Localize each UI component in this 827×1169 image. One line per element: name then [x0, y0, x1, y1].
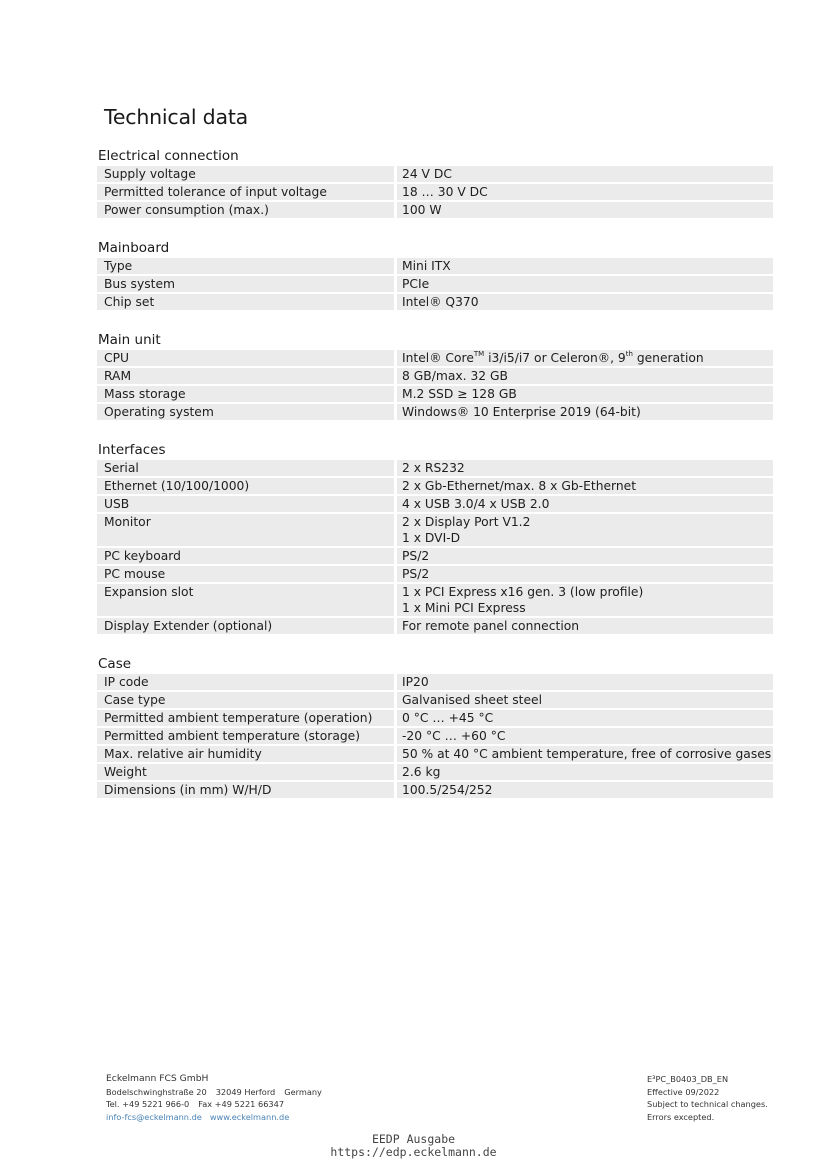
spec-label: Chip set	[97, 294, 394, 310]
spec-value-line: 2.6 kg	[402, 765, 441, 779]
spec-label: Monitor	[97, 514, 394, 546]
spec-row	[97, 746, 773, 762]
spec-value	[394, 166, 773, 182]
spec-value-line: For remote panel connection	[402, 619, 580, 633]
spec-row	[97, 496, 773, 512]
spec-label: Mass storage	[97, 386, 394, 402]
spec-value-line: 100 W	[402, 203, 442, 217]
spec-row	[97, 258, 773, 274]
spec-table	[97, 256, 773, 312]
spec-value-line: 8 GB/max. 32 GB	[402, 369, 508, 383]
spec-label: IP code	[97, 674, 394, 690]
spec-value	[394, 692, 773, 708]
footer-tel: Tel. +49 5221 966-0	[106, 1099, 190, 1109]
technical-data-content	[97, 147, 773, 819]
spec-value	[394, 368, 773, 384]
spec-value-line: 18 … 30 V DC	[402, 185, 488, 199]
section-title: Interfaces	[98, 442, 166, 458]
spec-value-line: PS/2	[402, 567, 430, 581]
stamp-url[interactable]: https://edp.eckelmann.de	[330, 1145, 497, 1159]
edp-stamp	[0, 1133, 827, 1159]
spec-value-line: PS/2	[402, 549, 430, 563]
spec-row	[97, 514, 773, 546]
spec-value	[394, 276, 773, 292]
spec-value	[394, 710, 773, 726]
spec-label: PC keyboard	[97, 548, 394, 564]
spec-value	[394, 746, 773, 762]
text-run: i3/i5/i7 or Celeron®, 9	[484, 351, 626, 365]
spec-label: Serial	[97, 460, 394, 476]
stamp-line-1: EEDP Ausgabe	[371, 1132, 456, 1146]
spec-label: Max. relative air humidity	[97, 746, 394, 762]
spec-row	[97, 368, 773, 384]
spec-row	[97, 584, 773, 616]
spec-value	[394, 202, 773, 218]
spec-value-line: 24 V DC	[402, 167, 452, 181]
section	[97, 147, 773, 220]
text-run: generation	[632, 351, 704, 365]
spec-label: PC mouse	[97, 566, 394, 582]
section-title: Mainboard	[98, 240, 170, 256]
spec-table	[97, 458, 773, 636]
spec-row	[97, 184, 773, 200]
spec-value	[394, 548, 773, 564]
spec-value	[394, 566, 773, 582]
spec-value	[394, 674, 773, 690]
footer-country: Germany	[284, 1086, 322, 1097]
spec-row	[97, 728, 773, 744]
spec-label: Bus system	[97, 276, 394, 292]
section	[97, 441, 773, 636]
footer-document-info	[647, 1073, 768, 1123]
footer-email-link[interactable]: info-fcs@eckelmann.de	[106, 1111, 202, 1122]
spec-row	[97, 202, 773, 218]
footer-company-info	[106, 1073, 331, 1123]
spec-value-line: 1 x PCI Express x16 gen. 3 (low profile)	[402, 585, 644, 599]
spec-label: Ethernet (10/100/1000)	[97, 478, 394, 494]
spec-label: Dimensions (in mm) W/H/D	[97, 782, 394, 798]
spec-row	[97, 674, 773, 690]
spec-value-line: 50 % at 40 °C ambient temperature, free of corrosive gases	[402, 747, 772, 761]
spec-value-line: 2 x Gb-Ethernet/max. 8 x Gb-Ethernet	[402, 479, 637, 493]
spec-value-line: M.2 SSD ≥ 128 GB	[402, 387, 517, 401]
section-title: Main unit	[98, 332, 161, 348]
spec-value-line: 0 °C … +45 °C	[402, 711, 494, 725]
spec-value-line: Intel® Q370	[402, 295, 479, 309]
section	[97, 655, 773, 800]
spec-row	[97, 692, 773, 708]
spec-value	[394, 728, 773, 744]
spec-row	[97, 350, 773, 366]
spec-label: Permitted tolerance of input voltage	[97, 184, 394, 200]
spec-value	[394, 460, 773, 476]
spec-row	[97, 276, 773, 292]
spec-value	[394, 764, 773, 780]
section-title: Case	[98, 656, 132, 672]
spec-value	[394, 386, 773, 402]
footer-street: Bodelschwinghstraße 20	[106, 1086, 207, 1097]
footer-links	[106, 1111, 331, 1124]
spec-row	[97, 618, 773, 634]
superscript: th	[625, 349, 633, 358]
footer-effective-date: Effective 09/2022	[647, 1086, 720, 1097]
footer-errors-note: Errors excepted.	[647, 1111, 715, 1122]
spec-value-line: IP20	[402, 675, 429, 689]
footer-subject-note: Subject to technical changes.	[647, 1099, 768, 1109]
spec-value-line: Mini ITX	[402, 259, 451, 273]
spec-table	[97, 164, 773, 220]
spec-label: Display Extender (optional)	[97, 618, 394, 634]
spec-value	[394, 618, 773, 634]
spec-label: Case type	[97, 692, 394, 708]
spec-value	[394, 350, 773, 366]
spec-row	[97, 166, 773, 182]
spec-label: Permitted ambient temperature (operation)	[97, 710, 394, 726]
spec-table	[97, 348, 773, 422]
spec-value-line: Windows® 10 Enterprise 2019 (64-bit)	[402, 405, 641, 419]
spec-value-line: PCIe	[402, 277, 430, 291]
footer-address	[106, 1086, 331, 1099]
spec-value	[394, 294, 773, 310]
spec-label: Supply voltage	[97, 166, 394, 182]
section	[97, 239, 773, 312]
spec-row	[97, 404, 773, 420]
spec-value	[394, 584, 773, 616]
spec-label: CPU	[97, 350, 394, 366]
footer-web-link[interactable]: www.eckelmann.de	[209, 1111, 290, 1122]
text-run: Intel® Core	[402, 351, 474, 365]
section-title: Electrical connection	[98, 148, 239, 164]
spec-value	[394, 782, 773, 798]
spec-label: Permitted ambient temperature (storage)	[97, 728, 394, 744]
footer-doc-id: E³PC_B0403_DB_EN	[647, 1074, 729, 1084]
section	[97, 331, 773, 422]
spec-label: Operating system	[97, 404, 394, 420]
spec-table	[97, 672, 773, 800]
footer-phone	[106, 1098, 331, 1111]
spec-value-line	[402, 350, 773, 366]
spec-row	[97, 386, 773, 402]
spec-value-line: -20 °C … +60 °C	[402, 729, 506, 743]
spec-row	[97, 566, 773, 582]
spec-row	[97, 460, 773, 476]
spec-value	[394, 184, 773, 200]
spec-label: USB	[97, 496, 394, 512]
spec-value-line: 100.5/254/252	[402, 783, 493, 797]
spec-value-line: 4 x USB 3.0/4 x USB 2.0	[402, 497, 550, 511]
spec-value	[394, 404, 773, 420]
spec-value	[394, 496, 773, 512]
spec-value-line: 2 x Display Port V1.2	[402, 515, 531, 529]
spec-row	[97, 782, 773, 798]
spec-value-line: 1 x Mini PCI Express	[402, 601, 526, 615]
footer-city: 32049 Herford	[215, 1086, 276, 1097]
spec-value-line: Galvanised sheet steel	[402, 693, 543, 707]
spec-value	[394, 478, 773, 494]
superscript: TM	[473, 349, 485, 358]
spec-row	[97, 764, 773, 780]
spec-label: Expansion slot	[97, 584, 394, 616]
spec-row	[97, 548, 773, 564]
spec-label: Weight	[97, 764, 394, 780]
spec-value-line: 2 x RS232	[402, 461, 465, 475]
spec-value	[394, 258, 773, 274]
spec-row	[97, 710, 773, 726]
page-title: Technical data	[104, 105, 249, 129]
footer-fax: Fax +49 5221 66347	[198, 1099, 285, 1109]
spec-value-line: 1 x DVI-D	[402, 531, 461, 545]
spec-row	[97, 294, 773, 310]
spec-label: Power consumption (max.)	[97, 202, 394, 218]
spec-label: RAM	[97, 368, 394, 384]
spec-label: Type	[97, 258, 394, 274]
spec-value	[394, 514, 773, 546]
spec-row	[97, 478, 773, 494]
footer-company-name: Eckelmann FCS GmbH	[106, 1073, 209, 1084]
